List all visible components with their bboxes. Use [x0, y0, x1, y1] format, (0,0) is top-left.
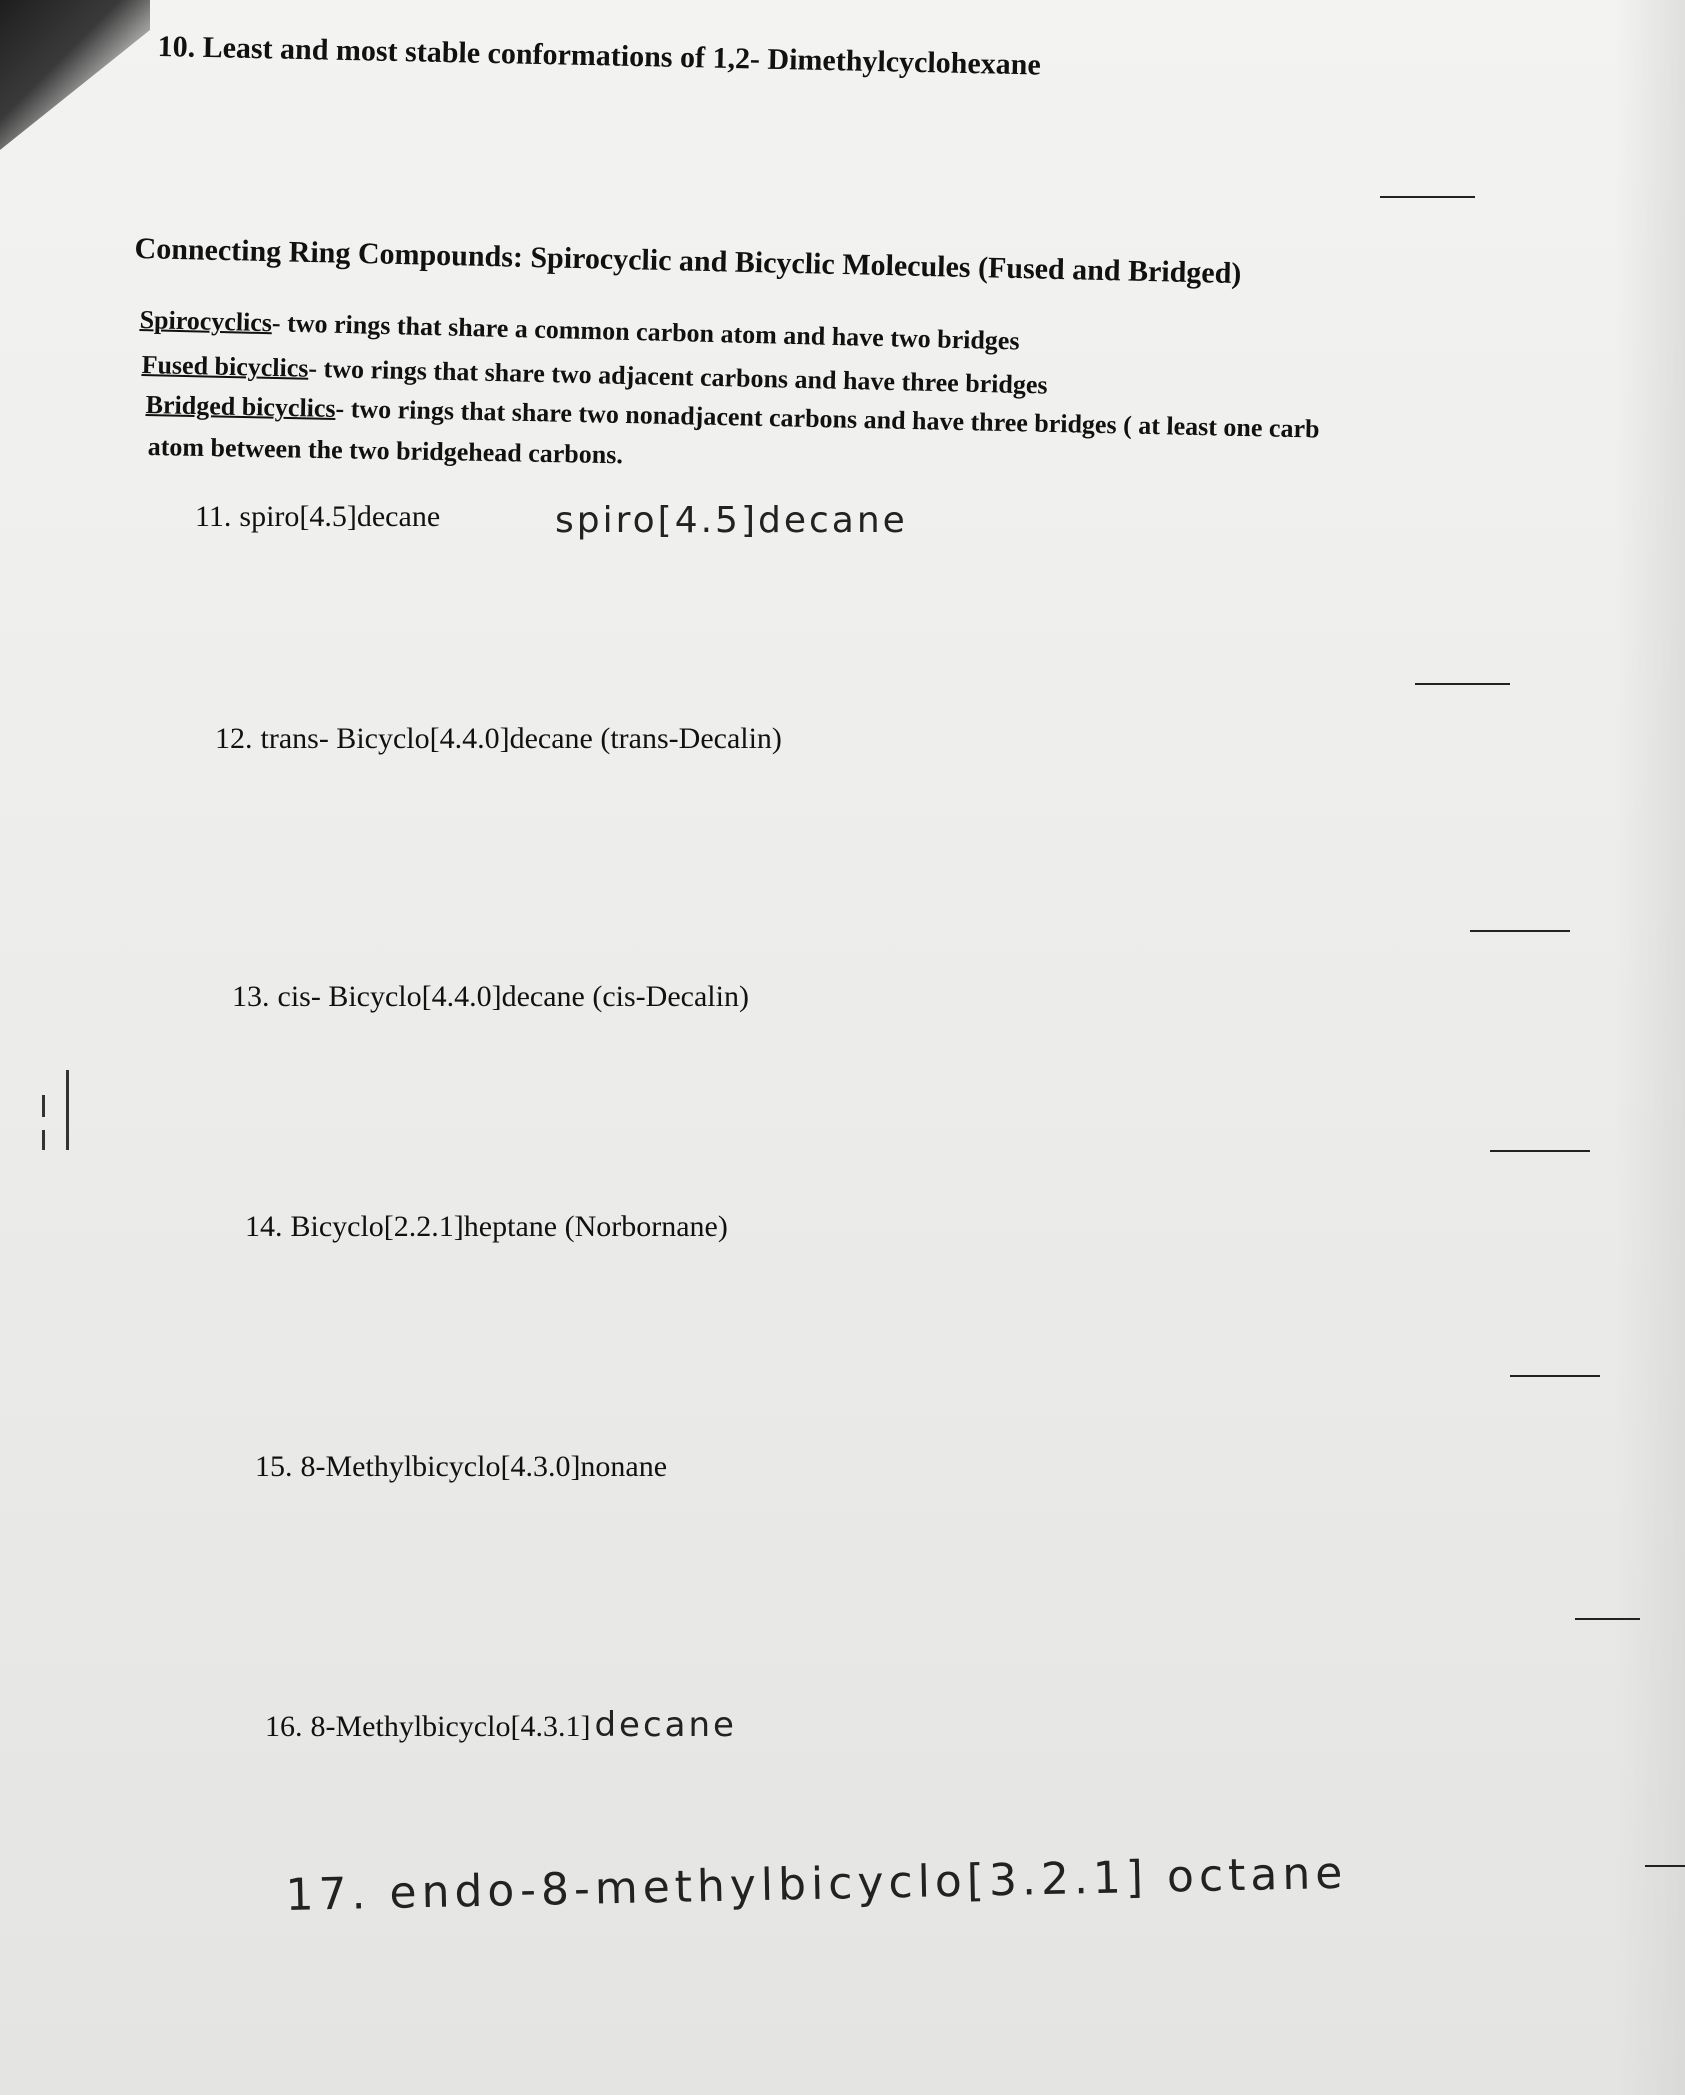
definition-term: Bridged bicyclics [145, 390, 336, 423]
question-15: 15. 8-Methylbicyclo[4.3.0]nonane [255, 1450, 668, 1483]
question-text: trans- Bicyclo[4.4.0]decane (trans-Decalin) [260, 722, 782, 755]
question-14: 14. Bicyclo[2.2.1]heptane (Norbornane) [245, 1210, 728, 1243]
answer-blank-10 [1380, 196, 1475, 198]
margin-mark [42, 1095, 45, 1117]
question-12: 12. trans- Bicyclo[4.4.0]decane (trans-Decalin) [215, 722, 782, 755]
page-corner-shadow [0, 0, 150, 150]
question-text: cis- Bicyclo[4.4.0]decane (cis-Decalin) [277, 980, 749, 1013]
margin-mark [42, 1130, 45, 1150]
answer-blank-11 [1415, 683, 1510, 685]
page-edge-shading [1615, 0, 1685, 2095]
question-10: 10. Least and most stable conformations of 1,2- Dimethylcyclohexane [157, 30, 1042, 82]
answer-blank-13 [1490, 1150, 1590, 1152]
definition-text: - two rings that share two nonadjacent carbons and have three bridges ( at least one carb [335, 393, 1320, 444]
question-11: 11. spiro[4.5]decane [195, 500, 441, 533]
section-heading: Connecting Ring Compounds: Spirocyclic and Bicyclic Molecules (Fused and Bridged) [134, 232, 1242, 291]
definition-spirocyclics [139, 305, 1020, 356]
definition-continuation [147, 432, 623, 470]
handwritten-answer-11: spiro[4.5]decane [555, 500, 908, 541]
question-16: 16. 8-Methylbicyclo[4.3.1] decane [265, 1705, 737, 1745]
handwritten-question-17: 17. endo-8-methylbicyclo[3.2.1] octane [285, 1847, 1348, 1921]
definition-text: - two rings that share a common carbon atom and have two bridges [271, 308, 1020, 356]
answer-blank-15 [1575, 1618, 1640, 1620]
answer-blank-12 [1470, 930, 1570, 932]
question-13: 13. cis- Bicyclo[4.4.0]decane (cis-Decalin) [232, 980, 749, 1013]
handwritten-answer-16: decane [594, 1705, 737, 1745]
question-text: Bicyclo[2.2.1]heptane (Norbornane) [290, 1210, 728, 1243]
answer-blank-16 [1645, 1865, 1685, 1867]
definition-text: atom between the two bridgehead carbons. [147, 432, 624, 470]
definition-term: Fused bicyclics [141, 350, 309, 383]
question-text: 8-Methylbicyclo[4.3.1] [310, 1710, 591, 1743]
definition-term: Spirocyclics [139, 305, 273, 338]
margin-mark [66, 1070, 69, 1150]
answer-blank-14 [1510, 1375, 1600, 1377]
question-text: spiro[4.5]decane [239, 500, 441, 533]
definition-text: - two rings that share two adjacent carbons and have three bridges [308, 353, 1048, 400]
question-text: 8-Methylbicyclo[4.3.0]nonane [300, 1450, 668, 1483]
